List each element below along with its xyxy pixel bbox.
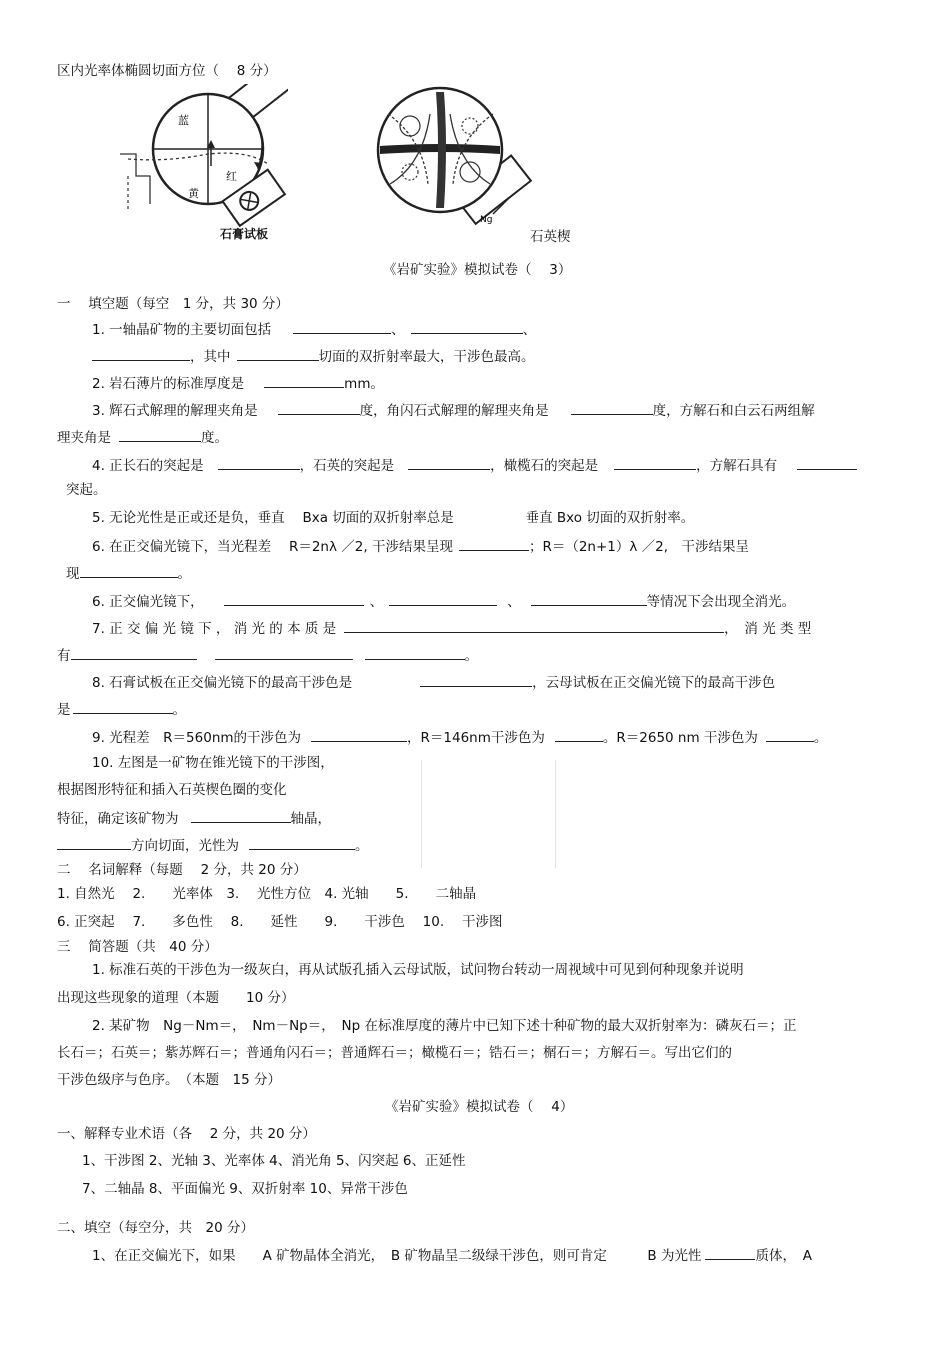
q3-text-e: 度。 — [201, 430, 228, 446]
q1-blank-4[interactable] — [237, 346, 319, 361]
q3-blank-2[interactable] — [571, 400, 653, 415]
q6b-blank-3[interactable] — [531, 591, 647, 606]
q3-text-d: 理夹角是 — [57, 430, 111, 446]
q6b-text-b: 等情况下会出现全消光。 — [646, 594, 796, 610]
q9-text-d: 。 — [813, 730, 828, 746]
q7-text-b: ， 消 光 类 型 — [724, 621, 812, 637]
q3-blank-3[interactable] — [119, 427, 201, 442]
exam4-title: 《岩矿实验》模拟试卷（ 4） — [385, 1099, 574, 1115]
q9-blank-3[interactable] — [766, 727, 814, 742]
e4-q1-text-a: 1、在正交偏光下，如果 A 矿物晶体全消光， B 矿物晶呈二级绿干涉色，则可肯定 B 为光性 — [92, 1248, 702, 1264]
exam3-terms-row2: 6. 正突起 7. 多色性 8. 延性 9. 干涉色 10. 干涉图 — [57, 914, 503, 930]
q6-text-d: 。 — [177, 566, 191, 582]
exam3-terms-row1: 1. 自然光 2. 光率体 3. 光性方位 4. 光轴 5. 二轴晶 — [57, 886, 477, 902]
q1-text-a: 1. 一轴晶矿物的主要切面包括 — [92, 322, 272, 338]
exam4-terms-row1: 1、干涉图 2、光轴 3、光率体 4、消光角 5、闪突起 6、正延性 — [82, 1153, 466, 1169]
q4-text-c: ，橄榄石的突起是 — [490, 458, 599, 474]
exam3-section2-title: 二 名词解释（每题 2 分，共 20 分） — [57, 862, 307, 878]
q1-blank-2[interactable] — [411, 319, 523, 334]
figure-placeholder-left-border — [421, 760, 422, 868]
q8-text-a: 8. 石膏试板在正交偏光镜下的最高干涉色是 — [92, 675, 353, 691]
exam3-q10-line3 — [57, 808, 331, 828]
q6-blank-1[interactable] — [459, 536, 529, 551]
gypsum-plate-caption: 石膏试板 — [220, 227, 269, 241]
q10-text-f: 。 — [355, 838, 369, 854]
q3-text-b: 度，角闪石式解理的解理夹角是 — [359, 403, 549, 419]
q6b-text-a: 6. 正交偏光镜下， — [92, 594, 204, 610]
q6-text-c: 现 — [66, 566, 80, 582]
q9-text-a: 9. 光程差 R＝560nm的干涉色为 — [92, 730, 302, 746]
q6-blank-2[interactable] — [80, 563, 178, 578]
q9-text-c: 。R＝2650 nm 干涉色为 — [602, 730, 758, 746]
q10-blank-1[interactable] — [191, 808, 291, 823]
exam3-q5: 5. 无论光性是正或还是负，垂直 Bxa 切面的双折射率总是 垂直 Bxo 切面的双折射率。 — [92, 510, 695, 526]
exam4-terms-row2: 7、二轴晶 8、平面偏光 9、双折射率 10、异常干涉色 — [82, 1181, 408, 1197]
q3-text-c: 度，方解石和白云石两组解 — [652, 403, 815, 419]
q7-blank-4[interactable] — [365, 645, 465, 660]
q10-text-e: 方向切面，光性为 — [131, 838, 239, 854]
exam3-q2 — [92, 373, 384, 393]
exam3-q10-line1: 10. 左图是一矿物在锥光镜下的干涉图， — [92, 755, 334, 771]
q8-text-c: 是 — [57, 702, 71, 718]
quartz-wedge-caption: 石英楔 — [530, 229, 571, 245]
exam3-q9 — [92, 727, 827, 747]
exam3-s3-q2-line1: 2. 某矿物 Ng－Nm＝， Nm－Np＝， Np 在标准厚度的薄片中已知下述十种矿物的最大双折射率为：磷灰石＝；正 — [92, 1018, 797, 1034]
q1-text-b: ，其中 — [190, 349, 231, 365]
exam3-q8-line2 — [57, 699, 186, 719]
exam3-section3-title: 三 简答题（共 40 分） — [57, 939, 218, 955]
q7-text-d: 。 — [464, 648, 478, 664]
q1-text-c: 切面的双折射率最大，干涉色最高。 — [318, 349, 535, 365]
exam3-q1-line2 — [92, 346, 535, 366]
exam4-section1-title: 一、解释专业术语（各 2 分，共 20 分） — [57, 1126, 316, 1142]
q9-text-b: ，R＝146nm干涉色为 — [407, 730, 545, 746]
gypsum-plate-figure — [108, 84, 288, 244]
exam3-q10-line2: 根据图形特征和插入石英楔色圈的变化 — [57, 782, 287, 798]
q2-text-a: 2. 岩石薄片的标准厚度是 — [92, 376, 245, 392]
q6-text-b: ；R＝（2n+1）λ ／2, 干涉结果呈 — [528, 539, 750, 555]
q4-text-b: ，石英的突起是 — [299, 458, 395, 474]
exam3-section1-title: 一 填空题（每空 1 分，共 30 分） — [57, 296, 289, 312]
q6b-blank-2[interactable] — [389, 591, 497, 606]
q1-blank-3[interactable] — [92, 346, 190, 361]
q4-blank-3[interactable] — [614, 455, 696, 470]
q1-sep2: 、 — [522, 322, 537, 338]
q7-text-c: 有 — [57, 648, 71, 664]
q7-text-a: 7. 正 交 偏 光 镜 下 ， 消 光 的 本 质 是 — [92, 621, 337, 637]
q1-sep1: 、 — [391, 322, 405, 338]
label-yellow: 黄 — [188, 187, 199, 200]
exam4-q1 — [92, 1245, 812, 1265]
e4-q1-blank-1[interactable] — [705, 1245, 755, 1260]
q10-text-d: 轴晶， — [290, 811, 331, 827]
q4-blank-2[interactable] — [408, 455, 490, 470]
q8-text-d: 。 — [172, 702, 186, 718]
exam3-s3-q2-line2: 长石＝；石英＝；紫苏辉石＝；普通角闪石＝；普通辉石＝；橄榄石＝；锆石＝；榍石＝；方解石＝。写出它们的 — [57, 1045, 732, 1061]
exam3-q7-line1 — [92, 618, 811, 638]
q8-blank-2[interactable] — [73, 699, 173, 714]
q4-blank-4[interactable] — [797, 455, 857, 470]
q10-blank-3[interactable] — [249, 835, 355, 850]
q3-blank-1[interactable] — [278, 400, 360, 415]
e4-q1-text-b: 质体， A — [755, 1248, 812, 1264]
q6b-sep1: 、 — [369, 594, 384, 610]
q1-blank-1[interactable] — [293, 319, 391, 334]
exam3-q6b — [92, 591, 795, 611]
label-red: 红 — [226, 170, 237, 183]
exam3-q4-line2: 突起。 — [66, 482, 107, 498]
q4-blank-1[interactable] — [218, 455, 300, 470]
exam3-q7-line2 — [57, 645, 478, 665]
exam4-section2-title: 二、填空（每空分，共 20 分） — [57, 1220, 254, 1236]
q10-blank-2[interactable] — [57, 835, 131, 850]
quartz-wedge-figure — [368, 84, 538, 234]
q9-blank-2[interactable] — [555, 727, 603, 742]
exam3-q4-line1 — [92, 455, 857, 475]
exam3-s3-q2-line3: 干涉色级序与色序。 （本题 15 分） — [57, 1072, 281, 1088]
interference-figure — [368, 84, 538, 234]
q7-blank-2[interactable] — [71, 645, 197, 660]
exam3-q6-line1 — [92, 536, 749, 556]
q9-blank-1[interactable] — [311, 727, 407, 742]
q3-text-a: 3. 辉石式解理的解理夹角是 — [92, 403, 258, 419]
q8-blank-1[interactable] — [420, 672, 532, 687]
exam3-s3-q1-line2: 出现这些现象的道理（本题 10 分） — [57, 990, 295, 1006]
q10-text-c: 特征，确定该矿物为 — [57, 811, 179, 827]
gypsum-plate-diagram — [108, 84, 288, 244]
header-line: 区内光率体椭圆切面方位（ 8 分） — [57, 63, 277, 79]
q7-blank-1[interactable] — [344, 618, 724, 633]
q6b-blank-1[interactable] — [224, 591, 364, 606]
exam3-s3-q1-line1: 1. 标准石英的干涉色为一级灰白，再从试版孔插入云母试版，试问物台转动一周视域中可见到何种现象并说明 — [92, 962, 744, 978]
exam3-q6-line2 — [66, 563, 191, 583]
label-ng: Ng — [480, 215, 493, 225]
q6b-sep2: 、 — [507, 594, 521, 610]
q8-text-b: ，云母试板在正交偏光镜下的最高干涉色 — [532, 675, 776, 691]
exam3-q10-line4 — [57, 835, 369, 855]
label-blue: 蓝 — [178, 114, 189, 127]
q4-text-d: ，方解石具有 — [696, 458, 778, 474]
exam3-q3-line2 — [57, 427, 228, 447]
exam3-q3-line1 — [92, 400, 815, 420]
q2-text-b: mm。 — [344, 376, 384, 392]
exam3-q1-line1 — [92, 319, 536, 339]
exam3-q8-line1 — [92, 672, 775, 692]
q6-text-a: 6. 在正交偏光镜下，当光程差 R＝2nλ ／2, 干涉结果呈现 — [92, 539, 453, 555]
q4-text-a: 4. 正长石的突起是 — [92, 458, 204, 474]
q7-blank-3[interactable] — [215, 645, 353, 660]
exam3-title: 《岩矿实验》模拟试卷（ 3） — [383, 262, 572, 278]
figure-placeholder-right-border — [555, 760, 556, 868]
q2-blank[interactable] — [264, 373, 344, 388]
